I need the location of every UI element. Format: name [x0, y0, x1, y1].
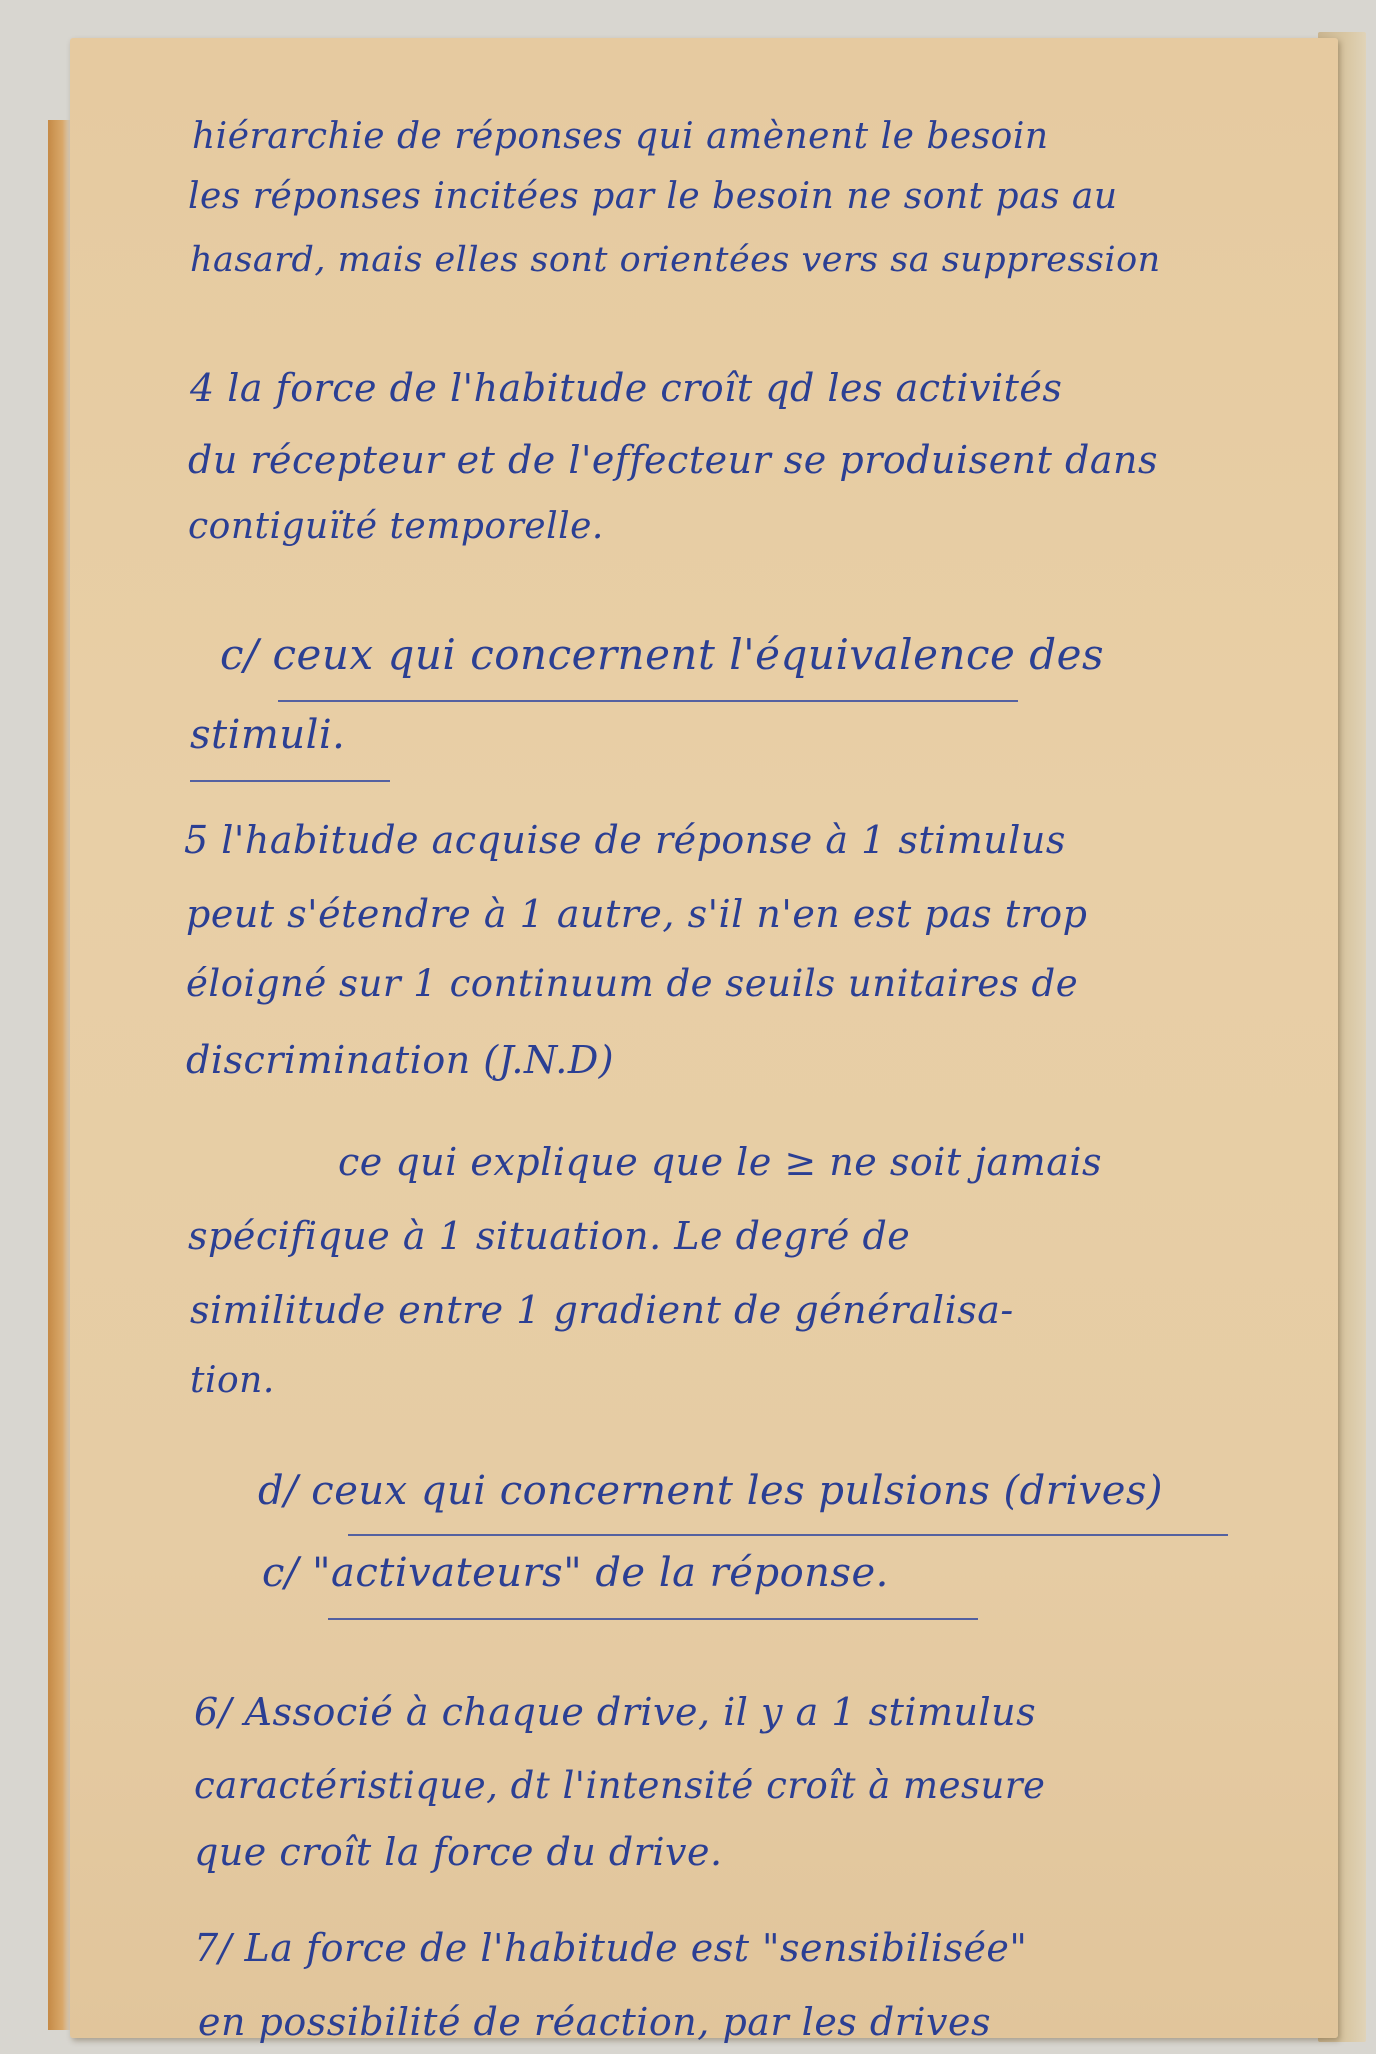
text-line: ce qui explique que le ≥ ne soit jamais: [338, 1140, 1103, 1184]
text-line: 5 l'habitude acquise de réponse à 1 stimulus: [184, 818, 1066, 862]
manuscript-page: [70, 38, 1338, 2044]
text-line: peut s'étendre à 1 autre, s'il n'en est pas trop: [186, 892, 1088, 936]
text-line: 7/ La force de l'habitude est "sensibilisée": [194, 1926, 1028, 1970]
text-line: en possibilité de réaction, par les drives: [198, 2000, 991, 2044]
text-line: que croît la force du drive.: [194, 1830, 723, 1874]
section-heading: stimuli.: [190, 712, 346, 758]
text-line: du récepteur et de l'effecteur se produisent dans: [188, 438, 1158, 482]
text-line: 4 la force de l'habitude croît qd les activités: [190, 366, 1063, 410]
text-line: tion.: [190, 1360, 275, 1401]
text-line: discrimination (J.N.D): [186, 1038, 615, 1082]
text-line: contiguïté temporelle.: [188, 506, 604, 547]
page-edge: [48, 120, 72, 2030]
text-line: les réponses incitées par le besoin ne sont pas au: [188, 176, 1118, 217]
text-line: éloigné sur 1 continuum de seuils unitaires de: [186, 962, 1079, 1005]
underline: [278, 700, 1018, 702]
underline: [328, 1618, 978, 1620]
underline: [190, 780, 390, 782]
section-heading: c/ "activateurs" de la réponse.: [262, 1550, 889, 1596]
section-heading: d/ ceux qui concernent les pulsions (drives): [258, 1468, 1164, 1514]
underline: [348, 1534, 1228, 1536]
section-heading: c/ ceux qui concernent l'équivalence des: [220, 630, 1105, 679]
text-line: hiérarchie de réponses qui amènent le besoin: [192, 116, 1049, 157]
text-line: 6/ Associé à chaque drive, il y a 1 stimulus: [194, 1690, 1037, 1734]
text-line: caractéristique, dt l'intensité croît à mesure: [194, 1764, 1046, 1807]
text-line: hasard, mais elles sont orientées vers sa suppression: [190, 240, 1161, 280]
text-line: similitude entre 1 gradient de généralisa-: [190, 1288, 1014, 1332]
text-line: spécifique à 1 situation. Le degré de: [188, 1214, 911, 1258]
